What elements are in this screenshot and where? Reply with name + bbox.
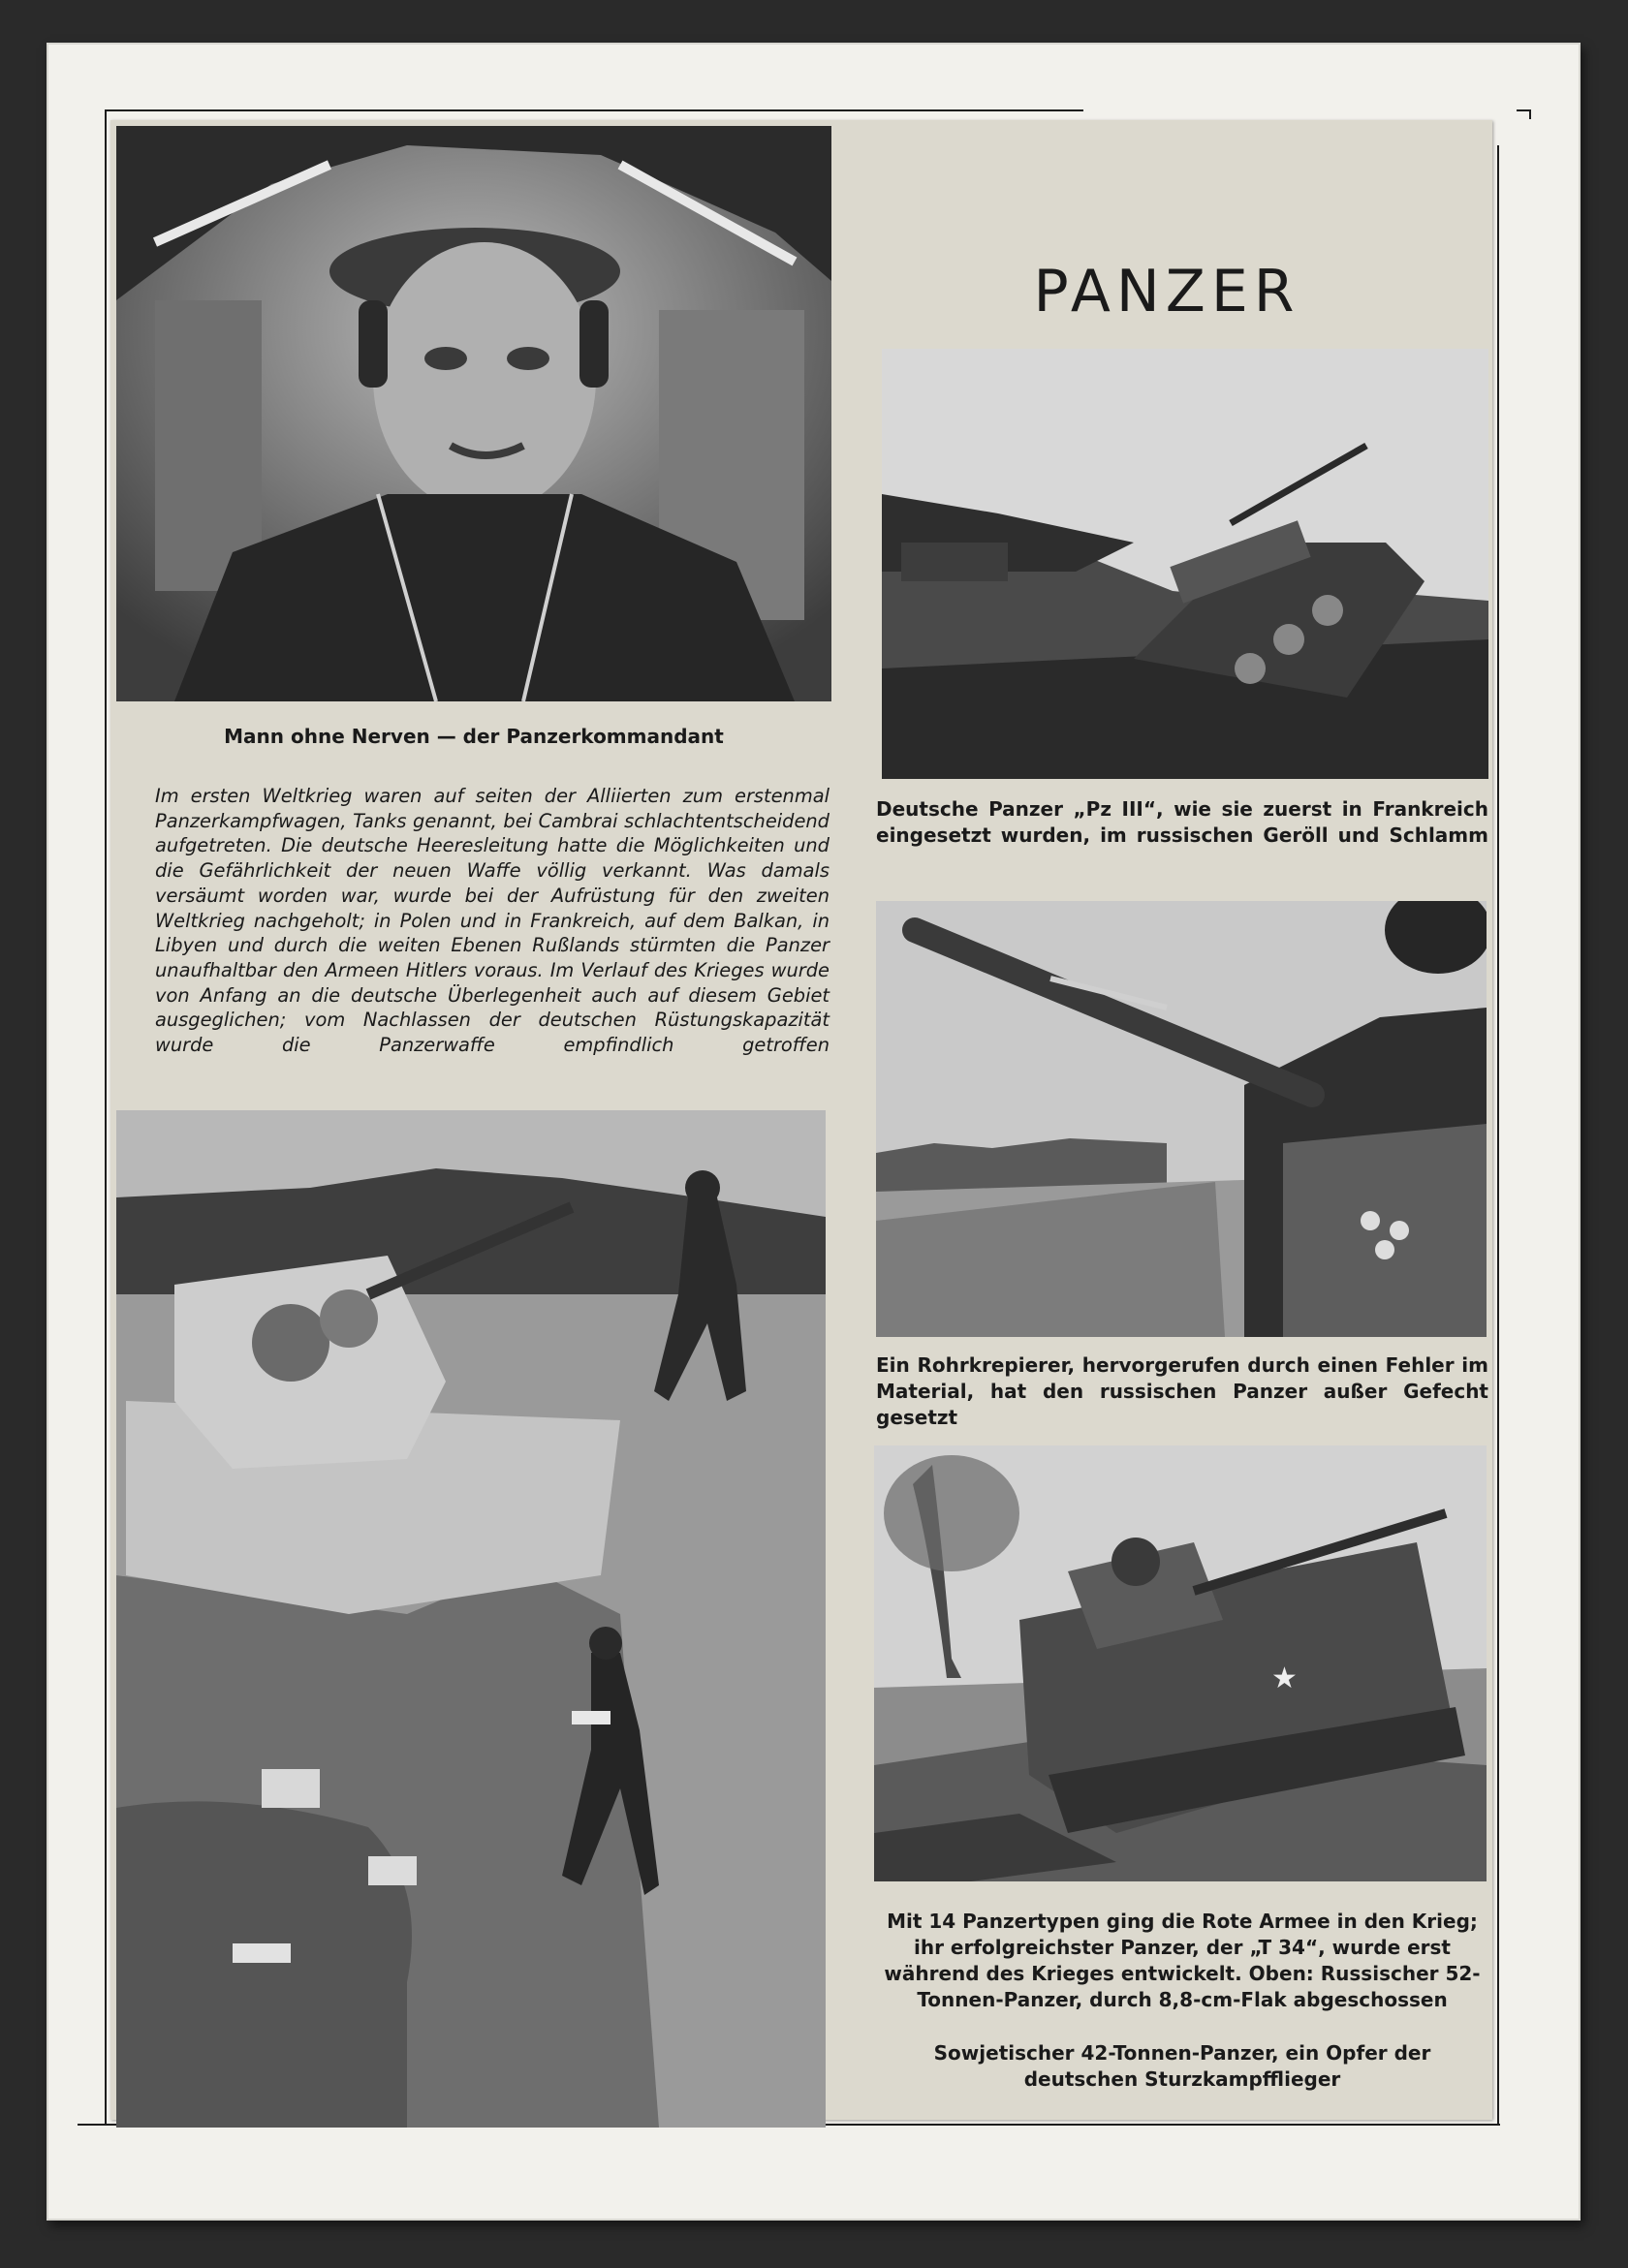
frame-line-top-stub	[1517, 109, 1530, 111]
frame-line-corner	[1529, 109, 1531, 119]
photo-knocked-out-tank	[116, 1110, 826, 2128]
caption-rote-armee: Mit 14 Panzertypen ging die Rote Armee in den Krieg; ihr erfolgreichster Panzer, der „T 34“, wurde erst während des Krieges entwickelt. Oben: Russischer 52-Tonnen-Panzer, durch 8,8-cm-Flak abgeschossen	[884, 1910, 1481, 2011]
photo-burst-barrel-tank	[876, 901, 1487, 1337]
caption-commander: Mann ohne Nerven — der Panzerkommandant	[224, 725, 724, 748]
page-title: PANZER	[1033, 258, 1300, 326]
svg-text:★: ★	[1271, 1662, 1298, 1695]
photo-soviet-heavy-tank	[874, 1445, 1487, 1881]
photo-pz3-tank	[882, 349, 1488, 779]
article-body: Im ersten Weltkrieg waren auf seiten der Alliierten zum erstenmal Panzerkampfwagen, Tanks genannt, bei Cambrai schlachtentscheidend aufgetreten. Die deutsche Heeresleitung hatte die Möglichkeiten und die Gefährlichkeit der neuen Waffe völlig verkannt. Was damals versäumt worden war, wurde bei der Aufrüstung für den zweiten Weltkrieg nachgeholt; in Polen und in Frankreich, auf dem Balkan, in Libyen und durch die weiten Ebenen Rußlands stürmten die Panzer unaufhaltbar den Armeen Hitlers voraus. Im Verlauf des Krieges wurde von Anfang an die deutsche Überlegenheit auch auf diesem Gebiet ausgeglichen; vom Nachlassen der deutschen Rüstungskapazität wurde die Panzerwaffe empfindlich getroffen	[155, 785, 830, 1057]
photo-tank-commander	[116, 126, 831, 701]
newspaper-clipping	[110, 120, 1492, 2120]
caption-pz3: Deutsche Panzer „Pz III“, wie sie zuerst in Frankreich eingesetzt wurden, im russischen Geröll und Schlamm	[876, 797, 1488, 847]
frame-line-left	[105, 109, 107, 2125]
caption-rohrkrepierer: Ein Rohrkrepierer, hervorgerufen durch einen Fehler im Material, hat den russischen Panzer außer Gefecht gesetzt	[876, 1353, 1488, 1429]
frame-line-right	[1497, 145, 1499, 2125]
frame-line-top	[105, 109, 1083, 111]
caption-sowjetisch: Sowjetischer 42-Tonnen-Panzer, ein Opfer der deutschen Sturzkampfflieger	[933, 2041, 1431, 2091]
